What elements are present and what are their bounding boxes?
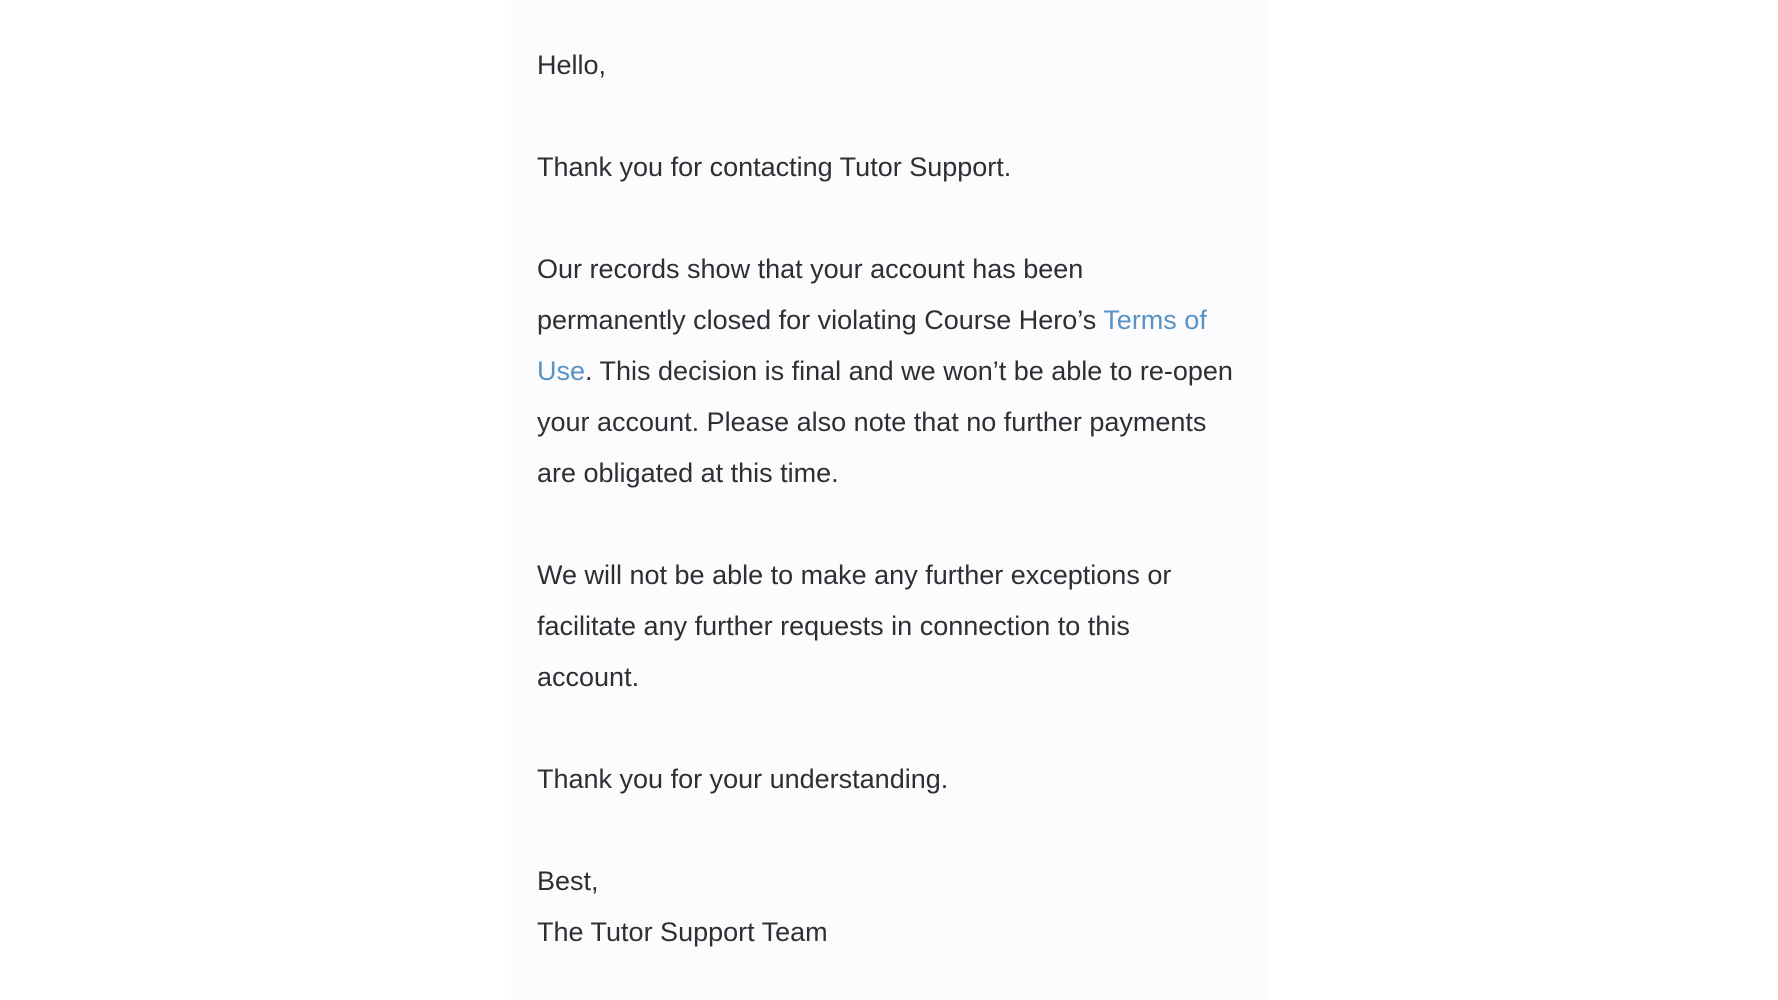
closing: Best, [537,866,599,896]
records-paragraph [537,244,1237,499]
records-text-before-link: Our records show that your account has been permanently closed for violating Course Hero’s [537,254,1104,335]
understanding-line: Thank you for your understanding. [537,764,949,794]
email-message [511,0,1269,1000]
exceptions-paragraph: We will not be able to make any further exceptions or facilitate any further requests in connection to this account. [537,560,1172,692]
signoff [537,856,1237,958]
thanks-line: Thank you for contacting Tutor Support. [537,152,1012,182]
records-text-after-link: . This decision is final and we won’t be able to re-open your account. Please also note that no further payments are obligated at this time. [537,356,1233,488]
signature: The Tutor Support Team [537,917,828,947]
email-body [537,40,1237,958]
terms-of-use-link[interactable]: Terms of Use [537,305,1207,386]
greeting: Hello, [537,50,607,80]
